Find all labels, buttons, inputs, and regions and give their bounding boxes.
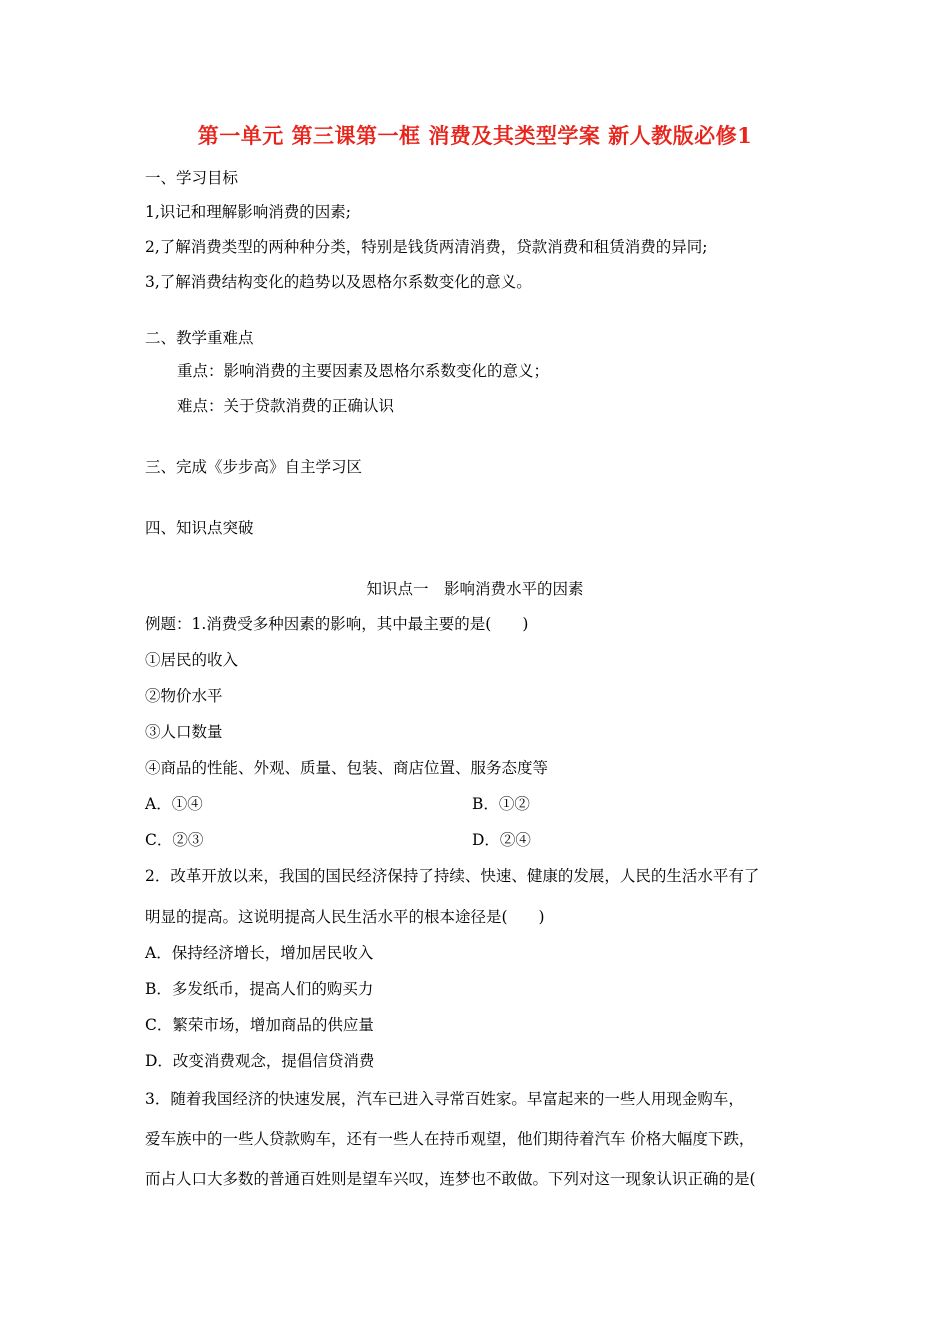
goal-item-1: 1,识记和理解影响消费的因素; bbox=[145, 203, 352, 221]
knowledge-point-1-title: 知识点一 影响消费水平的因素 bbox=[366, 580, 584, 598]
section-heading-knowledge: 四、知识点突破 bbox=[145, 519, 254, 537]
goal-item-3: 3,了解消费结构变化的趋势以及恩格尔系数变化的意义。 bbox=[145, 273, 532, 291]
document-title: 第一单元 第三课第一框 消费及其类型学案 新人教版必修1 bbox=[197, 123, 753, 148]
question-1-item-3: ③人口数量 bbox=[145, 723, 223, 741]
question-1-options-row-1 bbox=[145, 794, 530, 814]
question-2-stem-line-2: 明显的提高。这说明提高人民生活水平的根本途径是( ) bbox=[145, 908, 545, 926]
question-2-option-c: C．繁荣市场，增加商品的供应量 bbox=[145, 1016, 374, 1034]
question-1-options-row-2 bbox=[145, 830, 531, 850]
question-1-item-4: ④商品的性能、外观、质量、包装、商店位置、服务态度等 bbox=[145, 759, 549, 777]
question-2-option-b: B．多发纸币，提高人们的购买力 bbox=[145, 980, 374, 998]
question-1-item-1: ①居民的收入 bbox=[145, 651, 239, 669]
question-3-stem-line-1: 3．随着我国经济的快速发展，汽车已进入寻常百姓家。早富起来的一些人用现金购车， bbox=[145, 1090, 744, 1108]
question-2-option-a: A．保持经济增长，增加居民收入 bbox=[145, 944, 374, 962]
section-heading-self-study: 三、完成《步步高》自主学习区 bbox=[145, 458, 363, 476]
question-1-option-c: C．②③ bbox=[145, 831, 204, 849]
section-heading-key-points: 二、教学重难点 bbox=[145, 329, 254, 347]
question-1-item-2: ②物价水平 bbox=[145, 687, 223, 705]
question-3-stem-line-3: 而占人口大多数的普通百姓则是望车兴叹，连梦也不敢做。下列对这一现象认识正确的是( bbox=[145, 1170, 756, 1188]
difficult-point: 难点：关于贷款消费的正确认识 bbox=[177, 397, 395, 415]
question-2-stem-line-1: 2．改革开放以来，我国的国民经济保持了持续、快速、健康的发展，人民的生活水平有了 bbox=[145, 867, 760, 885]
question-1-stem: 例题：1.消费受多种因素的影响，其中最主要的是( ) bbox=[145, 615, 529, 633]
question-1-option-d: D．②④ bbox=[472, 831, 531, 849]
question-1-option-b: B．①② bbox=[472, 795, 530, 813]
goal-item-2: 2,了解消费类型的两种种分类，特别是钱货两清消费，贷款消费和租赁消费的异同; bbox=[145, 238, 708, 256]
question-2-option-d: D．改变消费观念，提倡信贷消费 bbox=[145, 1052, 375, 1070]
section-heading-goals: 一、学习目标 bbox=[145, 169, 239, 187]
question-3-stem-line-2: 爱车族中的一些人贷款购车，还有一些人在持币观望，他们期待着汽车 价格大幅度下跌， bbox=[145, 1130, 755, 1148]
key-point: 重点：影响消费的主要因素及恩格尔系数变化的意义； bbox=[177, 362, 550, 380]
question-1-option-a: A．①④ bbox=[145, 795, 203, 813]
